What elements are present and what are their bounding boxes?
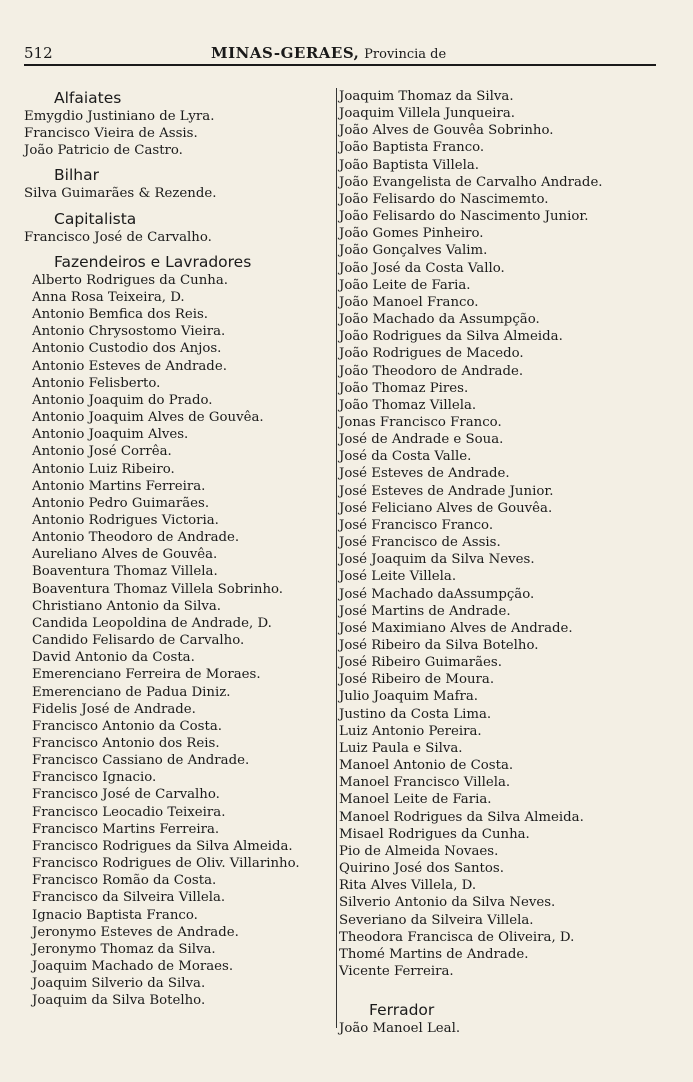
list-item: Thomé Martins de Andrade. [339, 946, 529, 962]
ferrador-list [339, 1020, 659, 1037]
list-item: Misael Rodrigues da Cunha. [339, 826, 530, 842]
list-item: Antonio Theodoro de Andrade. [32, 530, 240, 546]
list-item: José Feliciano Alves de Gouvêa. [339, 500, 553, 516]
list-item: Antonio Custodio dos Anjos. [32, 341, 222, 357]
list-item: Candida Leopoldina de Andrade, D. [32, 615, 272, 631]
list-item: Rita Alves Villela, D. [339, 878, 477, 894]
running-header [24, 40, 656, 66]
list-item: Quirino José dos Santos. [339, 861, 504, 877]
alfaiates-list [24, 108, 344, 159]
list-item: João Baptista Franco. [339, 140, 485, 156]
list-item: Silva Guimarães & Rezende. [24, 186, 217, 202]
list-item: Luiz Paula e Silva. [339, 740, 463, 756]
list-item: Joaquim Villela Junqueira. [339, 106, 515, 122]
section-heading-ferrador: Ferrador [369, 1001, 435, 1020]
list-item: José Machado daAssumpção. [339, 586, 535, 602]
list-item: João Rodrigues de Macedo. [339, 346, 524, 362]
list-item: Boaventura Thomaz Villela Sobrinho. [32, 581, 284, 597]
list-item: Antonio Esteves de Andrade. [32, 358, 227, 374]
page-number: 512 [24, 44, 53, 62]
list-item: Antonio Luiz Ribeiro. [32, 461, 175, 477]
list-item: João Machado da Assumpção. [339, 312, 540, 328]
list-item: Joaquim Silverio da Silva. [32, 976, 206, 992]
list-item: José Ribeiro Guimarães. [339, 655, 502, 671]
fazendeiros-list [24, 272, 344, 1010]
list-item: Manoel Rodrigues da Silva Almeida. [339, 809, 584, 825]
bilhar-list [24, 185, 344, 202]
list-item: João Gomes Pinheiro. [339, 226, 484, 242]
list-item: Emerenciano Ferreira de Moraes. [32, 667, 261, 683]
fazendeiros-continued-list [339, 88, 659, 980]
list-item: Francisco José de Carvalho. [32, 787, 220, 803]
list-item: Francisco Rodrigues de Oliv. Villarinho. [32, 856, 300, 872]
list-item: Joaquim da Silva Botelho. [32, 993, 206, 1009]
list-item: José de Andrade e Soua. [339, 432, 504, 448]
list-item: Vicente Ferreira. [339, 963, 454, 979]
list-item: Francisco Antonio dos Reis. [32, 736, 220, 751]
list-item: Antonio Joaquim Alves. [32, 427, 189, 443]
list-item: José Francisco de Assis. [339, 535, 501, 551]
list-item: Candido Felisardo de Carvalho. [32, 633, 245, 649]
list-item: Silverio Antonio da Silva Neves. [339, 895, 556, 911]
list-item: Antonio Felisberto. [32, 375, 161, 391]
list-item: Emygdio Justiniano de Lyra. [24, 109, 215, 124]
list-item: Antonio Pedro Guimarães. [32, 495, 210, 511]
list-item: José Esteves de Andrade. [339, 466, 510, 482]
list-item: José Leite Villela. [339, 569, 457, 585]
list-item: Justino da Costa Lima. [339, 706, 492, 722]
list-item: João Thomaz Pires. [339, 380, 469, 396]
list-item: Severiano da Silveira Villela. [339, 912, 534, 928]
list-item: José Martins de Andrade. [339, 603, 511, 619]
list-item: Theodora Francisca de Oliveira, D. [339, 929, 575, 945]
list-item: Fidelis José de Andrade. [32, 701, 196, 717]
list-item: Antonio Bemfica dos Reis. [32, 307, 209, 323]
list-item: Christiano Antonio da Silva. [32, 598, 222, 614]
list-item: Francisco Vieira de Assis. [24, 126, 198, 142]
list-item: Alberto Rodrigues da Cunha. [32, 272, 228, 288]
list-item: João Gonçalves Valim. [339, 243, 488, 259]
list-item: João Felisardo do Nascimento Junior. [339, 209, 589, 225]
list-item: João Alves de Gouvêa Sobrinho. [339, 123, 554, 139]
list-item: Antonio Martins Ferreira. [32, 478, 206, 494]
list-item: Boaventura Thomaz Villela. [32, 564, 218, 580]
list-item: Pio de Almeida Novaes. [339, 843, 499, 859]
list-item: Aureliano Alves de Gouvêa. [32, 547, 218, 563]
list-item: Jeronymo Thomaz da Silva. [32, 941, 216, 957]
list-item: Manoel Francisco Villela. [339, 775, 511, 791]
list-item: José Maximiano Alves de Andrade. [339, 620, 573, 636]
list-item: Luiz Antonio Pereira. [339, 723, 482, 739]
list-item: Francisco Leocadio Teixeira. [32, 804, 226, 820]
list-item: Francisco da Silveira Villela. [32, 890, 226, 906]
capitalista-list [24, 229, 344, 246]
list-item: José da Costa Valle. [339, 449, 472, 465]
list-item: Francisco Cassiano de Andrade. [32, 753, 250, 769]
list-item: Joaquim Machado de Moraes. [32, 959, 234, 975]
list-item: Joaquim Thomaz da Silva. [339, 89, 514, 104]
list-item: David Antonio da Costa. [32, 650, 195, 666]
running-title-caps: MINAS-GERAES, [211, 44, 360, 62]
list-item: José Francisco Franco. [339, 517, 494, 533]
section-heading-alfaiates: Alfaiates [54, 89, 122, 107]
list-item: João Patricio de Castro. [24, 143, 183, 159]
list-item: João Baptista Villela. [339, 157, 480, 173]
list-item: Jonas Francisco Franco. [339, 414, 502, 430]
running-title [211, 44, 446, 62]
right-column [336, 88, 659, 1037]
list-item: Antonio Joaquim do Prado. [32, 392, 213, 408]
list-item: José Ribeiro da Silva Botelho. [339, 638, 539, 653]
list-item: João Evangelista de Carvalho Andrade. [339, 174, 603, 190]
list-item: Antonio José Corrêa. [32, 444, 172, 460]
list-item: Antonio Joaquim Alves de Gouvêa. [32, 410, 264, 426]
list-item: Francisco Rodrigues da Silva Almeida. [32, 838, 293, 854]
list-item: Ignacio Baptista Franco. [32, 907, 198, 923]
list-item: Francisco Martins Ferreira. [32, 821, 220, 837]
list-item: Antonio Rodrigues Victoria. [32, 512, 219, 528]
list-item: Julio Joaquim Mafra. [339, 689, 479, 705]
list-item: João Leite de Faria. [339, 277, 471, 293]
left-column [24, 88, 344, 1010]
list-item: Manoel Antonio de Costa. [339, 758, 514, 774]
section-heading-bilhar: Bilhar [54, 166, 99, 185]
list-item: Francisco Antonio da Costa. [32, 718, 223, 734]
list-item: João Felisardo do Nascimemto. [339, 191, 549, 207]
section-heading-fazendeiros: Fazendeiros e Lavradores [54, 252, 252, 271]
list-item: João Theodoro de Andrade. [339, 363, 524, 379]
list-item: Emerenciano de Padua Diniz. [32, 684, 231, 700]
list-item: Anna Rosa Teixeira, D. [32, 289, 185, 305]
list-item: José Ribeiro de Moura. [339, 672, 495, 688]
list-item: Antonio Chrysostomo Vieira. [32, 324, 226, 340]
list-item: João Thomaz Villela. [339, 397, 477, 413]
running-title-rest: Provincia de [364, 47, 447, 62]
list-item: José Esteves de Andrade Junior. [339, 483, 554, 499]
list-item: José Joaquim da Silva Neves. [339, 552, 535, 568]
list-item: João Rodrigues da Silva Almeida. [339, 329, 563, 345]
list-item: Francisco Ignacio. [32, 770, 157, 786]
list-item: Manoel Leite de Faria. [339, 792, 492, 808]
section-heading-capitalista: Capitalista [54, 209, 137, 228]
list-item: Francisco Romão da Costa. [32, 873, 217, 889]
list-item: João Manoel Leal. [339, 1021, 461, 1037]
list-item: Jeronymo Esteves de Andrade. [32, 924, 239, 940]
list-item: João Manoel Franco. [339, 294, 479, 310]
list-item: João José da Costa Vallo. [339, 260, 505, 276]
list-item: Francisco José de Carvalho. [24, 229, 212, 245]
section-gap [339, 980, 659, 994]
